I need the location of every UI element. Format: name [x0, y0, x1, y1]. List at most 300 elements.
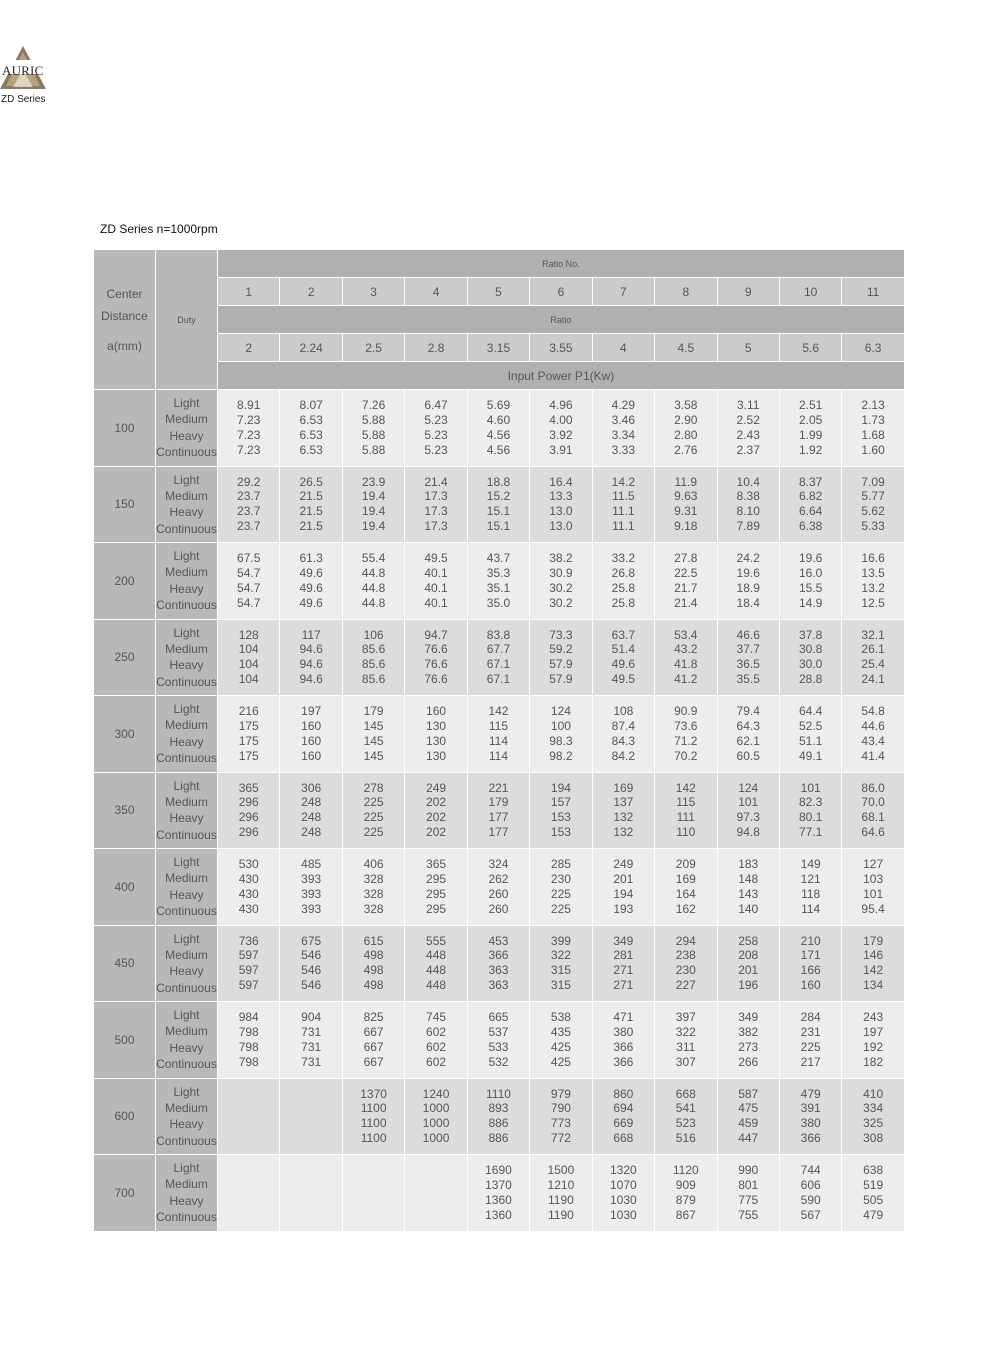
power-value: 94.6 — [299, 657, 323, 672]
power-value: 315 — [550, 963, 571, 978]
power-value-cell — [779, 466, 841, 543]
power-value-cell — [280, 619, 342, 696]
power-value: 8.38 — [736, 489, 760, 504]
power-value: 193 — [613, 901, 634, 916]
power-value: 202 — [426, 825, 447, 840]
power-value: 1030 — [609, 1207, 637, 1222]
power-value-cell — [405, 696, 467, 773]
power-value: 2.43 — [736, 427, 760, 442]
power-value: 5.62 — [861, 504, 885, 519]
power-value: 19.6 — [798, 551, 823, 566]
duty-label: Continuous — [156, 521, 217, 536]
duty-cell — [156, 849, 218, 926]
power-value-cell — [467, 1155, 529, 1232]
power-value: 17.3 — [424, 489, 448, 504]
duty-label: Continuous — [156, 1133, 217, 1148]
power-value: 77.1 — [798, 825, 823, 840]
power-value: 43.4 — [861, 733, 885, 748]
power-value-cell — [842, 925, 904, 1002]
power-value: 1360 — [485, 1207, 512, 1222]
power-value: 202 — [426, 795, 447, 810]
power-value: 6.53 — [299, 412, 323, 427]
ratio-no-cell: 6 — [530, 278, 592, 306]
power-value: 380 — [613, 1024, 634, 1039]
power-value: 104 — [238, 672, 259, 687]
power-value: 334 — [863, 1101, 884, 1116]
ratio-cell: 2 — [218, 334, 280, 362]
power-value: 73.6 — [674, 718, 698, 733]
power-value: 32.1 — [861, 627, 885, 642]
power-value-cell — [592, 849, 654, 926]
power-value: 64.6 — [861, 825, 885, 840]
power-value: 121 — [800, 871, 821, 886]
power-value: 166 — [800, 963, 821, 978]
duty-cell — [156, 1002, 218, 1079]
power-value-cell — [655, 696, 717, 773]
power-value: 73.3 — [549, 627, 573, 642]
power-value: 597 — [238, 948, 259, 963]
power-value: 4.56 — [486, 427, 511, 442]
duty-cell — [156, 772, 218, 849]
power-value-cell — [655, 772, 717, 849]
power-value-cell — [218, 619, 280, 696]
power-value: 13.2 — [861, 580, 885, 595]
duty-label: Medium — [165, 718, 208, 733]
power-value: 41.2 — [674, 672, 698, 687]
power-value: 606 — [800, 1177, 821, 1192]
duty-label: Continuous — [156, 904, 217, 919]
power-value: 324 — [488, 857, 509, 872]
power-value: 70.2 — [674, 748, 698, 763]
power-value-cell — [779, 772, 841, 849]
power-value: 115 — [488, 718, 509, 733]
power-value-cell — [218, 772, 280, 849]
power-value-cell — [655, 925, 717, 1002]
power-value: 36.5 — [736, 657, 760, 672]
power-value-cell — [342, 772, 404, 849]
power-value: 15.1 — [486, 504, 511, 519]
power-value: 1100 — [360, 1101, 387, 1116]
duty-cell — [156, 696, 218, 773]
power-value: 3.91 — [549, 442, 573, 457]
power-value: 694 — [613, 1101, 634, 1116]
power-value: 4.00 — [549, 412, 573, 427]
center-distance-cell: 250 — [94, 619, 156, 696]
power-value: 1000 — [422, 1131, 450, 1146]
duty-cell — [156, 466, 218, 543]
power-value: 37.7 — [736, 642, 760, 657]
power-value-cell — [530, 696, 592, 773]
power-value-cell — [779, 849, 841, 926]
power-value: 453 — [488, 933, 509, 948]
power-value: 7.23 — [237, 442, 261, 457]
duty-label: Light — [173, 1084, 200, 1099]
power-value: 8.91 — [237, 398, 261, 413]
power-value-cell — [717, 1155, 779, 1232]
power-value: 49.6 — [611, 657, 636, 672]
power-value: 23.7 — [237, 519, 261, 534]
power-value: 745 — [426, 1010, 447, 1025]
power-value: 1.73 — [861, 412, 885, 427]
power-value: 60.5 — [736, 748, 760, 763]
power-value: 430 — [238, 901, 259, 916]
power-value: 590 — [800, 1192, 821, 1207]
power-value: 8.37 — [798, 474, 823, 489]
power-value-cell — [342, 390, 404, 467]
center-distance-cell: 150 — [94, 466, 156, 543]
power-value: 6.38 — [798, 519, 823, 534]
power-value-cell — [405, 1002, 467, 1079]
power-value: 145 — [363, 733, 384, 748]
duty-label: Light — [173, 702, 200, 717]
power-value: 773 — [550, 1116, 571, 1131]
power-value-cell — [280, 1078, 342, 1155]
power-value: 260 — [488, 901, 509, 916]
power-value: 19.4 — [361, 519, 386, 534]
power-value-cell — [405, 390, 467, 467]
power-value: 130 — [426, 718, 447, 733]
power-value: 145 — [363, 718, 384, 733]
power-value: 675 — [301, 933, 322, 948]
power-value-cell — [655, 390, 717, 467]
power-value-cell — [218, 696, 280, 773]
power-value: 363 — [488, 978, 509, 993]
power-value: 1190 — [548, 1192, 574, 1207]
power-value: 2.80 — [674, 427, 698, 442]
power-value-cell — [842, 1078, 904, 1155]
power-value: 11.1 — [612, 519, 635, 534]
power-value: 142 — [863, 963, 884, 978]
power-value: 104 — [238, 642, 259, 657]
power-value: 64.4 — [798, 704, 823, 719]
duty-label: Medium — [165, 871, 208, 886]
power-value-cell — [530, 849, 592, 926]
power-value: 225 — [550, 901, 571, 916]
power-value: 790 — [550, 1101, 571, 1116]
power-value: 85.6 — [361, 657, 386, 672]
power-value: 225 — [550, 886, 571, 901]
power-value: 44.8 — [361, 580, 386, 595]
ratio-label: Ratio — [218, 306, 905, 334]
power-value: 1370 — [360, 1086, 387, 1101]
power-value-cell — [655, 1078, 717, 1155]
duty-label: Heavy — [169, 428, 204, 443]
power-value: 5.69 — [486, 398, 511, 413]
power-value: 169 — [675, 871, 696, 886]
power-value: 990 — [738, 1163, 759, 1178]
power-value: 597 — [238, 963, 259, 978]
power-value: 95.4 — [861, 901, 885, 916]
duty-label: Continuous — [156, 827, 217, 842]
power-value: 145 — [363, 748, 384, 763]
power-value-cell — [842, 1155, 904, 1232]
power-value: 498 — [363, 963, 384, 978]
power-value: 101 — [800, 780, 821, 795]
duty-cell — [156, 543, 218, 620]
power-value-cell — [218, 390, 280, 467]
power-value: 349 — [613, 933, 634, 948]
power-value: 101 — [863, 886, 884, 901]
power-value-cell — [779, 696, 841, 773]
power-value: 148 — [738, 871, 759, 886]
duty-label: Continuous — [156, 598, 217, 613]
power-value: 26.5 — [299, 474, 323, 489]
power-value-cell — [592, 1002, 654, 1079]
power-value: 127 — [863, 857, 884, 872]
power-value: 6.53 — [299, 427, 323, 442]
table-title: ZD Series n=1000rpm — [100, 222, 218, 236]
power-value-cell — [530, 1002, 592, 1079]
power-value: 5.23 — [424, 412, 448, 427]
power-value: 587 — [738, 1086, 759, 1101]
power-value: 397 — [675, 1010, 696, 1025]
center-distance-cell: 450 — [94, 925, 156, 1002]
power-value-cell — [530, 925, 592, 1002]
power-value-cell — [218, 543, 280, 620]
power-value: 307 — [675, 1054, 696, 1069]
power-value-cell — [592, 466, 654, 543]
power-value-cell — [655, 849, 717, 926]
power-value-cell — [467, 1078, 529, 1155]
power-value: 175 — [238, 748, 259, 763]
power-value: 801 — [738, 1177, 759, 1192]
power-value: 40.1 — [424, 565, 448, 580]
power-value: 904 — [301, 1010, 322, 1025]
power-value: 194 — [613, 886, 634, 901]
power-value-cell — [717, 849, 779, 926]
power-value: 25.8 — [611, 580, 636, 595]
power-value: 51.1 — [798, 733, 823, 748]
power-value-cell — [592, 1155, 654, 1232]
power-value: 322 — [550, 948, 571, 963]
power-value: 153 — [550, 825, 571, 840]
power-value: 8.10 — [736, 504, 760, 519]
power-value: 225 — [363, 810, 384, 825]
power-value: 114 — [488, 733, 509, 748]
power-value: 106 — [363, 627, 384, 642]
power-value-cell — [592, 390, 654, 467]
power-value: 498 — [363, 978, 384, 993]
power-value: 49.6 — [299, 580, 323, 595]
power-value-cell — [280, 1155, 342, 1232]
power-value: 755 — [738, 1207, 759, 1222]
duty-cell — [156, 390, 218, 467]
power-value: 984 — [238, 1010, 259, 1025]
power-value-cell — [218, 1078, 280, 1155]
table-row — [94, 772, 905, 849]
duty-cell — [156, 1078, 218, 1155]
power-value: 30.9 — [549, 565, 573, 580]
power-value: 221 — [488, 780, 509, 795]
power-value: 731 — [301, 1039, 322, 1054]
power-value: 893 — [488, 1101, 509, 1116]
power-value: 94.7 — [424, 627, 448, 642]
power-value: 30.8 — [798, 642, 823, 657]
power-value: 366 — [488, 948, 509, 963]
power-value: 13.0 — [549, 504, 573, 519]
power-value: 278 — [363, 780, 384, 795]
power-value: 225 — [363, 825, 384, 840]
duty-label: Light — [173, 625, 200, 640]
power-value: 94.6 — [299, 642, 323, 657]
center-distance-header-line: Distance — [101, 308, 148, 323]
ratio-cell: 2.8 — [405, 334, 467, 362]
power-value-cell — [342, 543, 404, 620]
power-value: 296 — [238, 825, 259, 840]
power-value: 175 — [238, 733, 259, 748]
power-value: 6.47 — [424, 398, 448, 413]
power-value: 44.8 — [361, 595, 386, 610]
duty-label: Medium — [165, 641, 208, 656]
duty-label: Heavy — [169, 1193, 204, 1208]
power-value: 100 — [550, 718, 571, 733]
power-value: 2.52 — [736, 412, 760, 427]
power-value: 51.4 — [611, 642, 636, 657]
power-value-cell — [655, 1002, 717, 1079]
power-value: 230 — [550, 871, 571, 886]
center-distance-cell: 200 — [94, 543, 156, 620]
table-row — [94, 1155, 905, 1232]
power-value: 37.8 — [798, 627, 823, 642]
power-value: 382 — [738, 1024, 759, 1039]
power-value-cell — [655, 466, 717, 543]
power-value: 25.8 — [611, 595, 636, 610]
power-value: 16.0 — [798, 565, 823, 580]
duty-label: Light — [173, 855, 200, 870]
power-value: 94.8 — [736, 825, 760, 840]
power-value: 216 — [238, 704, 259, 719]
power-value: 98.3 — [549, 733, 573, 748]
power-value: 26.1 — [861, 642, 885, 657]
power-value: 3.11 — [736, 398, 760, 413]
power-value: 1000 — [422, 1101, 450, 1116]
power-value-cell — [218, 466, 280, 543]
power-value: 365 — [238, 780, 259, 795]
ratio-no-cell: 10 — [779, 278, 841, 306]
power-value: 104 — [238, 657, 259, 672]
power-value: 516 — [675, 1131, 696, 1146]
power-value: 83.8 — [486, 627, 511, 642]
ratio-no-label: Ratio No. — [218, 250, 905, 278]
power-value: 798 — [238, 1024, 259, 1039]
power-value: 7.89 — [736, 519, 760, 534]
power-value: 41.8 — [674, 657, 698, 672]
power-value: 19.6 — [736, 565, 760, 580]
power-value: 306 — [301, 780, 322, 795]
power-value: 459 — [738, 1116, 759, 1131]
power-value: 67.7 — [486, 642, 511, 657]
duty-label: Medium — [165, 1024, 208, 1039]
duty-label: Heavy — [169, 964, 204, 979]
power-value: 87.4 — [611, 718, 636, 733]
power-value: 867 — [675, 1207, 696, 1222]
power-value: 13.0 — [549, 519, 573, 534]
duty-label: Medium — [165, 947, 208, 962]
power-value: 143 — [738, 886, 759, 901]
power-value: 179 — [363, 704, 384, 719]
power-value-cell — [342, 1002, 404, 1079]
power-value: 5.23 — [424, 442, 448, 457]
power-value: 9.63 — [674, 489, 698, 504]
power-value: 1210 — [547, 1177, 575, 1192]
power-value: 295 — [426, 901, 447, 916]
power-value-cell — [592, 619, 654, 696]
input-power-label: Input Power P1(Kw) — [218, 362, 905, 390]
power-value-cell — [280, 849, 342, 926]
power-value: 505 — [863, 1192, 884, 1207]
power-value-cell — [405, 1078, 467, 1155]
table-row — [94, 1078, 905, 1155]
power-value: 1240 — [422, 1086, 450, 1101]
power-value: 1.99 — [798, 427, 823, 442]
power-value: 665 — [488, 1010, 509, 1025]
power-value-cell — [342, 466, 404, 543]
table-row — [94, 466, 905, 543]
power-value: 238 — [675, 948, 696, 963]
power-value: 1000 — [422, 1116, 450, 1131]
power-value: 43.2 — [674, 642, 698, 657]
power-value-cell — [717, 466, 779, 543]
power-value: 249 — [426, 780, 447, 795]
power-value: 97.3 — [736, 810, 760, 825]
power-value: 667 — [363, 1024, 384, 1039]
power-value: 825 — [363, 1010, 384, 1025]
power-value: 54.7 — [237, 565, 261, 580]
table-row — [94, 543, 905, 620]
power-value-cell — [717, 390, 779, 467]
power-value: 132 — [613, 810, 634, 825]
power-value-cell — [405, 772, 467, 849]
power-value: 101 — [738, 795, 759, 810]
power-value: 169 — [613, 780, 634, 795]
power-value: 615 — [363, 933, 384, 948]
power-value: 24.1 — [861, 672, 885, 687]
power-value: 54.7 — [237, 580, 261, 595]
power-value-cell — [342, 849, 404, 926]
power-value-cell — [717, 925, 779, 1002]
ratio-no-cell: 8 — [655, 278, 717, 306]
table-row — [94, 925, 905, 1002]
power-value: 391 — [800, 1101, 821, 1116]
power-value-cell — [842, 696, 904, 773]
power-value: 308 — [863, 1131, 884, 1146]
power-value: 171 — [800, 948, 821, 963]
duty-label: Medium — [165, 1177, 208, 1192]
power-value: 118 — [801, 886, 821, 901]
power-value: 41.4 — [861, 748, 885, 763]
power-value-cell — [779, 619, 841, 696]
power-value: 160 — [426, 704, 447, 719]
power-value: 1.92 — [798, 442, 823, 457]
center-distance-cell: 700 — [94, 1155, 156, 1232]
power-value: 82.3 — [798, 795, 823, 810]
center-distance-header-line: Center — [106, 286, 143, 301]
duty-label: Medium — [165, 565, 208, 580]
power-value: 886 — [488, 1131, 509, 1146]
power-value-cell — [592, 925, 654, 1002]
power-value: 35.5 — [736, 672, 760, 687]
power-value: 153 — [550, 810, 571, 825]
power-value-cell — [467, 849, 529, 926]
duty-header: Duty — [156, 250, 218, 390]
power-value: 110 — [676, 825, 696, 840]
power-value: 183 — [738, 857, 759, 872]
power-value: 49.5 — [611, 672, 636, 687]
power-value: 18.8 — [486, 474, 511, 489]
power-value-cell — [467, 390, 529, 467]
ratio-cell: 2.5 — [342, 334, 404, 362]
power-value-cell — [592, 543, 654, 620]
